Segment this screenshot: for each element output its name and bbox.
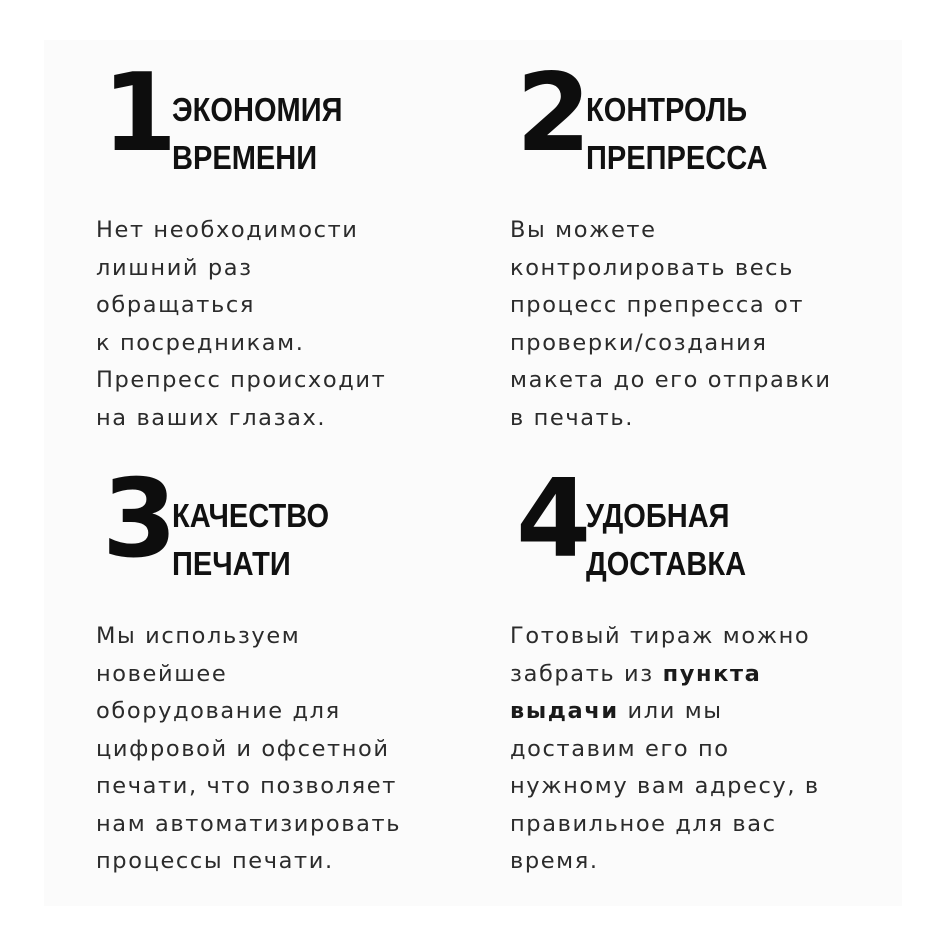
description-line: лишний раз bbox=[96, 254, 253, 281]
feature-description bbox=[510, 212, 890, 437]
description-line: на ваших глазах. bbox=[96, 404, 327, 431]
description-line: цифровой и офсетной bbox=[96, 735, 390, 762]
description-line: доставим его по bbox=[510, 735, 730, 762]
description-line: проверки/создания bbox=[510, 329, 768, 356]
feature-description bbox=[96, 212, 476, 437]
feature-title bbox=[172, 492, 329, 588]
description-line: обращаться bbox=[96, 292, 255, 318]
description-line: нам автоматизировать bbox=[96, 810, 402, 837]
feature-title-line: УДОБНАЯ bbox=[586, 497, 730, 534]
feature-title-line: ВРЕМЕНИ bbox=[172, 139, 318, 176]
feature-description bbox=[96, 618, 476, 881]
feature-title-line: КОНТРОЛЬ bbox=[586, 91, 748, 128]
feature-number: 3 bbox=[102, 457, 176, 582]
feature-title-line: ЭКОНОМИЯ bbox=[172, 91, 343, 128]
feature-card-time-saving bbox=[96, 51, 476, 437]
feature-description bbox=[510, 618, 890, 881]
feature-number: 1 bbox=[102, 51, 176, 176]
description-line bbox=[510, 656, 890, 694]
description-line: контролировать весь bbox=[510, 254, 794, 281]
description-line: Вы можете bbox=[510, 217, 657, 243]
description-line: Нет необходимости bbox=[96, 217, 359, 243]
feature-title-line: ПЕЧАТИ bbox=[172, 545, 291, 582]
description-line: к посредникам. bbox=[96, 329, 305, 356]
description-line: оборудование для bbox=[96, 698, 341, 724]
feature-card-print-quality bbox=[96, 457, 476, 881]
feature-header bbox=[510, 457, 890, 592]
description-line: в печать. bbox=[510, 404, 634, 431]
description-text: забрать из bbox=[510, 660, 663, 687]
feature-card-convenient-delivery bbox=[510, 457, 890, 881]
feature-title-line: ДОСТАВКА bbox=[586, 545, 747, 582]
feature-card-prepress-control bbox=[510, 51, 890, 437]
feature-header bbox=[96, 51, 476, 186]
feature-header bbox=[96, 457, 476, 592]
feature-title bbox=[586, 86, 767, 182]
description-line: Препресс происходит bbox=[96, 367, 387, 393]
feature-title bbox=[172, 86, 342, 182]
description-line: макета до его отправки bbox=[510, 367, 832, 393]
description-text: или мы bbox=[618, 698, 723, 724]
pickup-point-emphasis: пункта bbox=[662, 660, 762, 687]
pickup-point-emphasis: выдачи bbox=[510, 698, 619, 724]
description-line: новейшее bbox=[96, 660, 228, 687]
description-line: печати, что позволяет bbox=[96, 773, 397, 799]
description-line: Мы используем bbox=[96, 623, 301, 649]
description-line: нужному вам адресу, в bbox=[510, 773, 820, 799]
feature-header bbox=[510, 51, 890, 186]
description-line: процесс препресса от bbox=[510, 292, 805, 318]
feature-title-line: КАЧЕСТВО bbox=[172, 497, 330, 534]
description-line: процессы печати. bbox=[96, 848, 334, 874]
feature-number: 2 bbox=[516, 51, 590, 176]
description-line: правильное для вас bbox=[510, 810, 777, 837]
description-line: время. bbox=[510, 848, 599, 874]
description-line: Готовый тираж можно bbox=[510, 623, 811, 649]
feature-number: 4 bbox=[516, 457, 590, 582]
feature-title-line: ПРЕПРЕССА bbox=[586, 139, 768, 176]
feature-title bbox=[586, 492, 746, 588]
description-line bbox=[510, 693, 890, 731]
